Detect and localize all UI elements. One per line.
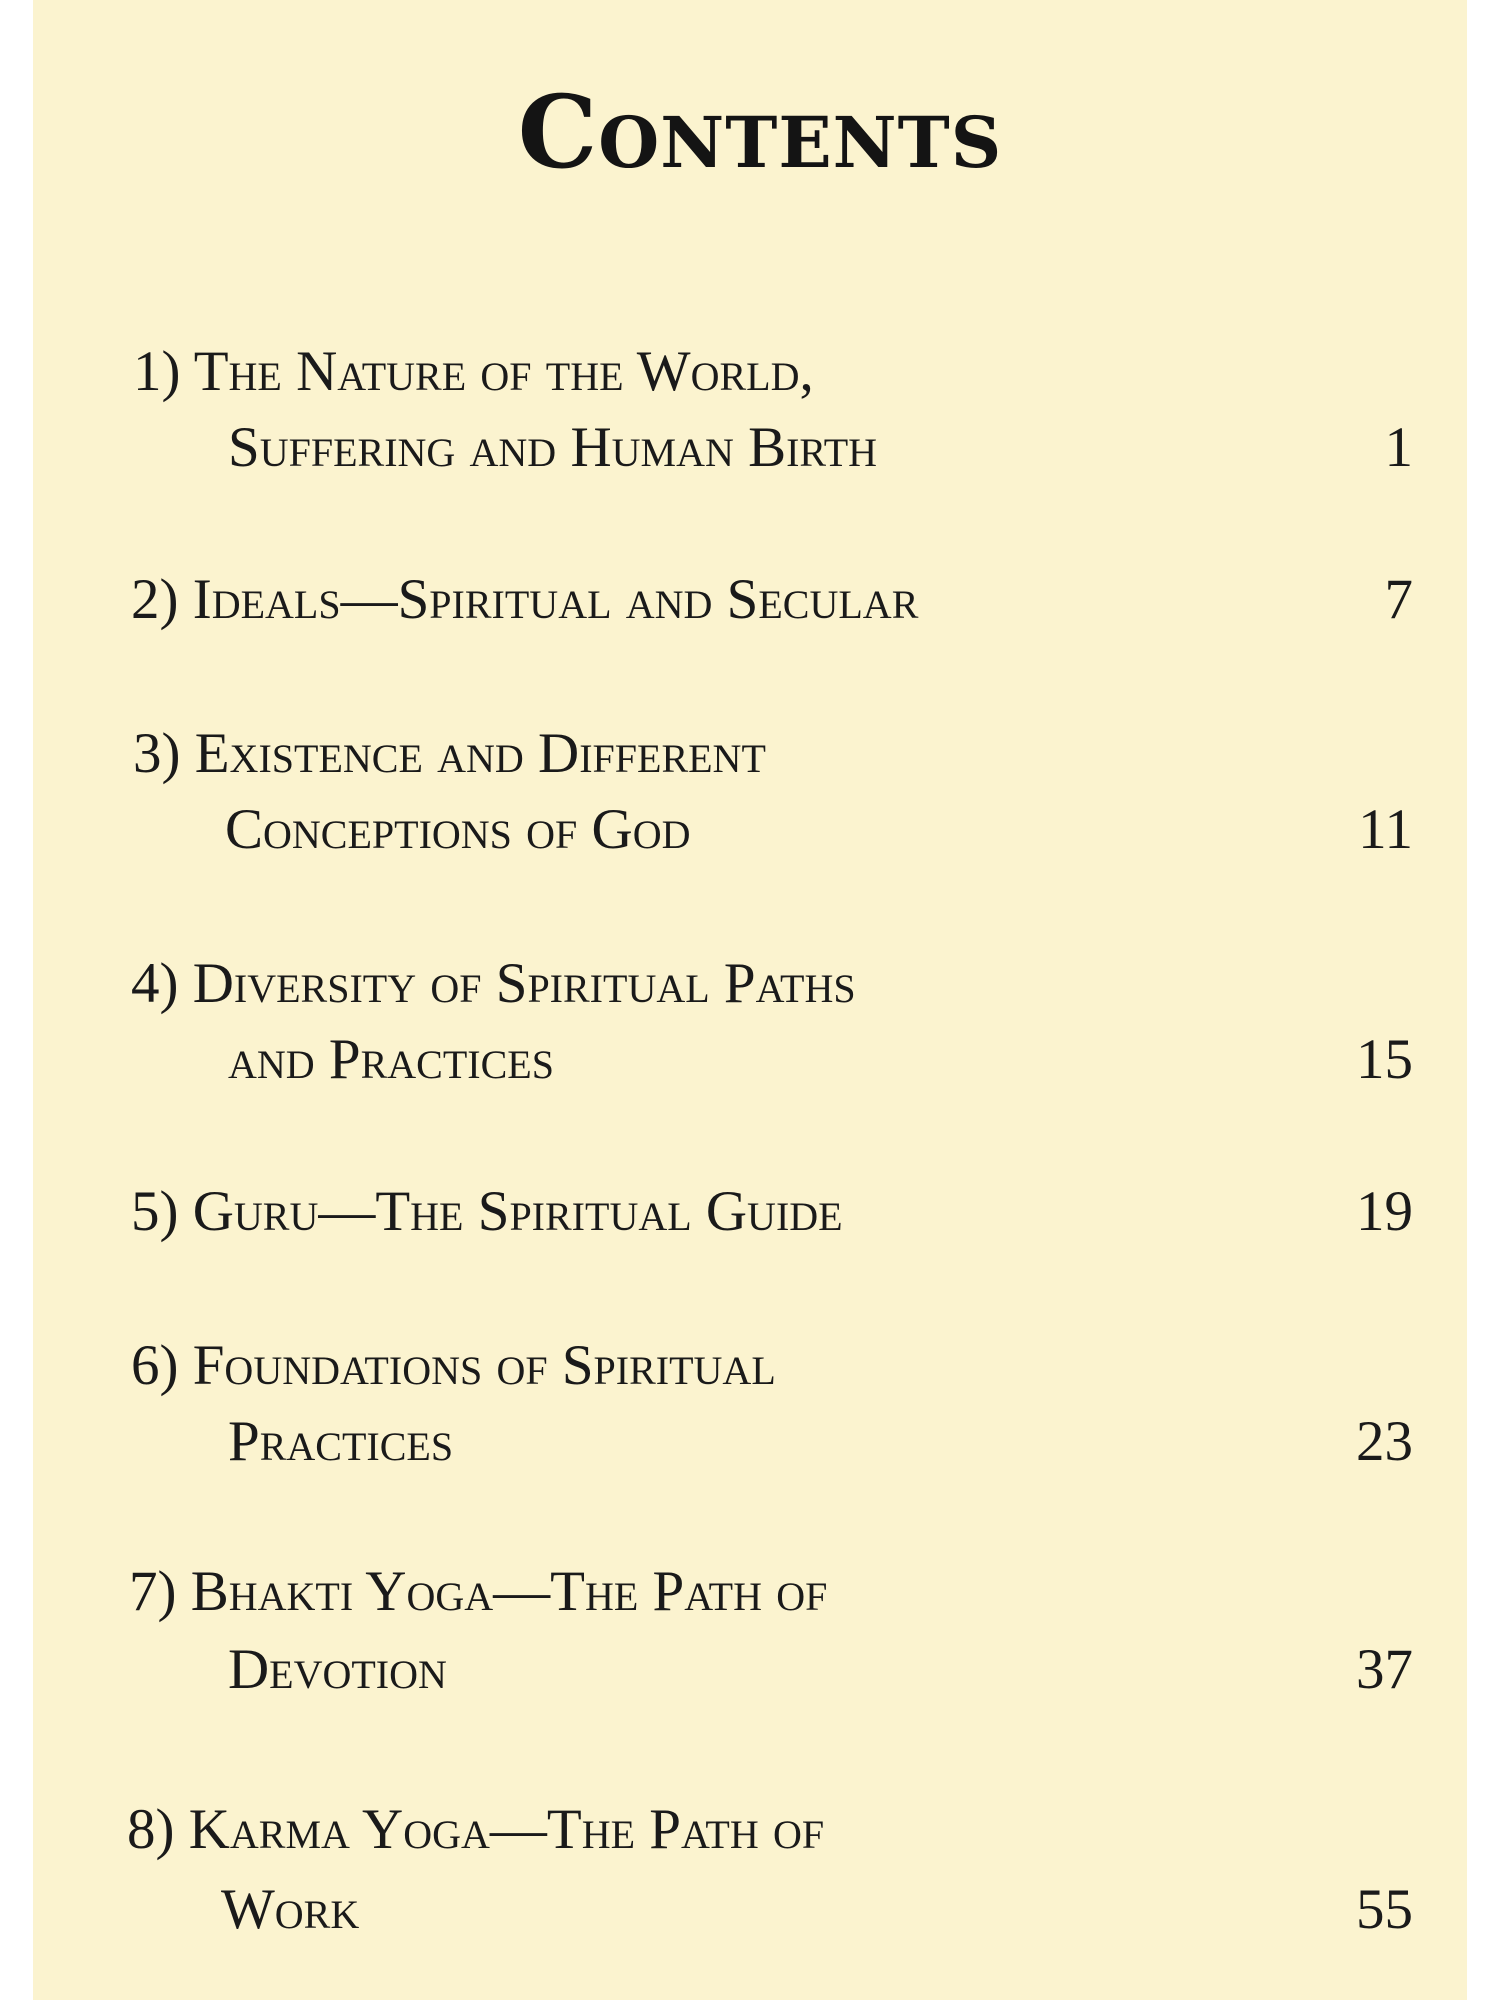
toc-entry-page-number: 55 xyxy=(1356,1878,1413,1941)
toc-entry-page-number: 7 xyxy=(1384,568,1413,631)
toc-entry-page-number: 1 xyxy=(1384,416,1413,479)
toc-entry-title-line-2: and Practices xyxy=(228,1028,554,1091)
toc-entry-title: Bhakti Yoga—The Path of xyxy=(190,1560,828,1623)
toc-entry-page-number: 11 xyxy=(1358,798,1413,861)
toc-entry-title-line-1 xyxy=(131,1334,776,1398)
toc-entry-title-line-1 xyxy=(133,340,814,404)
toc-entry-title: Foundations of Spiritual xyxy=(192,1334,776,1397)
toc-entry-number: 3) xyxy=(133,722,181,785)
toc-entry-title: Existence and Different xyxy=(194,722,766,785)
toc-entry-title-line-1 xyxy=(131,1180,843,1244)
toc-entry-number: 5) xyxy=(131,1180,179,1243)
book-page xyxy=(33,0,1467,2000)
toc-entry-title: Guru—The Spiritual Guide xyxy=(192,1180,843,1243)
toc-entry-number: 2) xyxy=(131,568,179,631)
toc-entry-title: Ideals—Spiritual and Secular xyxy=(192,568,919,631)
toc-entry-number: 1) xyxy=(133,340,181,403)
page-title: Contents xyxy=(517,73,1003,191)
toc-entry-page-number: 23 xyxy=(1356,1410,1413,1473)
toc-entry-number: 7) xyxy=(129,1560,177,1623)
toc-entry-number: 6) xyxy=(131,1334,179,1397)
toc-entry-number: 4) xyxy=(131,952,179,1015)
toc-entry-page-number: 15 xyxy=(1356,1028,1413,1091)
toc-entry-title-line-1 xyxy=(133,722,766,786)
toc-entry-title-line-1 xyxy=(129,1560,827,1624)
toc-entry-title-line-1 xyxy=(131,952,856,1016)
toc-entry-title: The Nature of the World, xyxy=(193,340,814,403)
toc-entry-title-line-2: Work xyxy=(221,1878,360,1941)
toc-entry-title-line-2: Devotion xyxy=(228,1638,447,1701)
toc-entry-title: Karma Yoga—The Path of xyxy=(188,1798,825,1861)
toc-entry-page-number: 19 xyxy=(1356,1180,1413,1243)
toc-entry-title: Diversity of Spiritual Paths xyxy=(192,952,856,1015)
toc-entry-page-number: 37 xyxy=(1356,1638,1413,1701)
toc-entry-title-line-2: Practices xyxy=(228,1410,454,1473)
toc-entry-title-line-1 xyxy=(131,568,918,632)
toc-entry-title-line-2: Conceptions of God xyxy=(225,798,691,861)
toc-entry-title-line-1 xyxy=(127,1798,824,1862)
toc-entry-title-line-2: Suffering and Human Birth xyxy=(228,416,878,479)
toc-entry-number: 8) xyxy=(127,1798,175,1861)
